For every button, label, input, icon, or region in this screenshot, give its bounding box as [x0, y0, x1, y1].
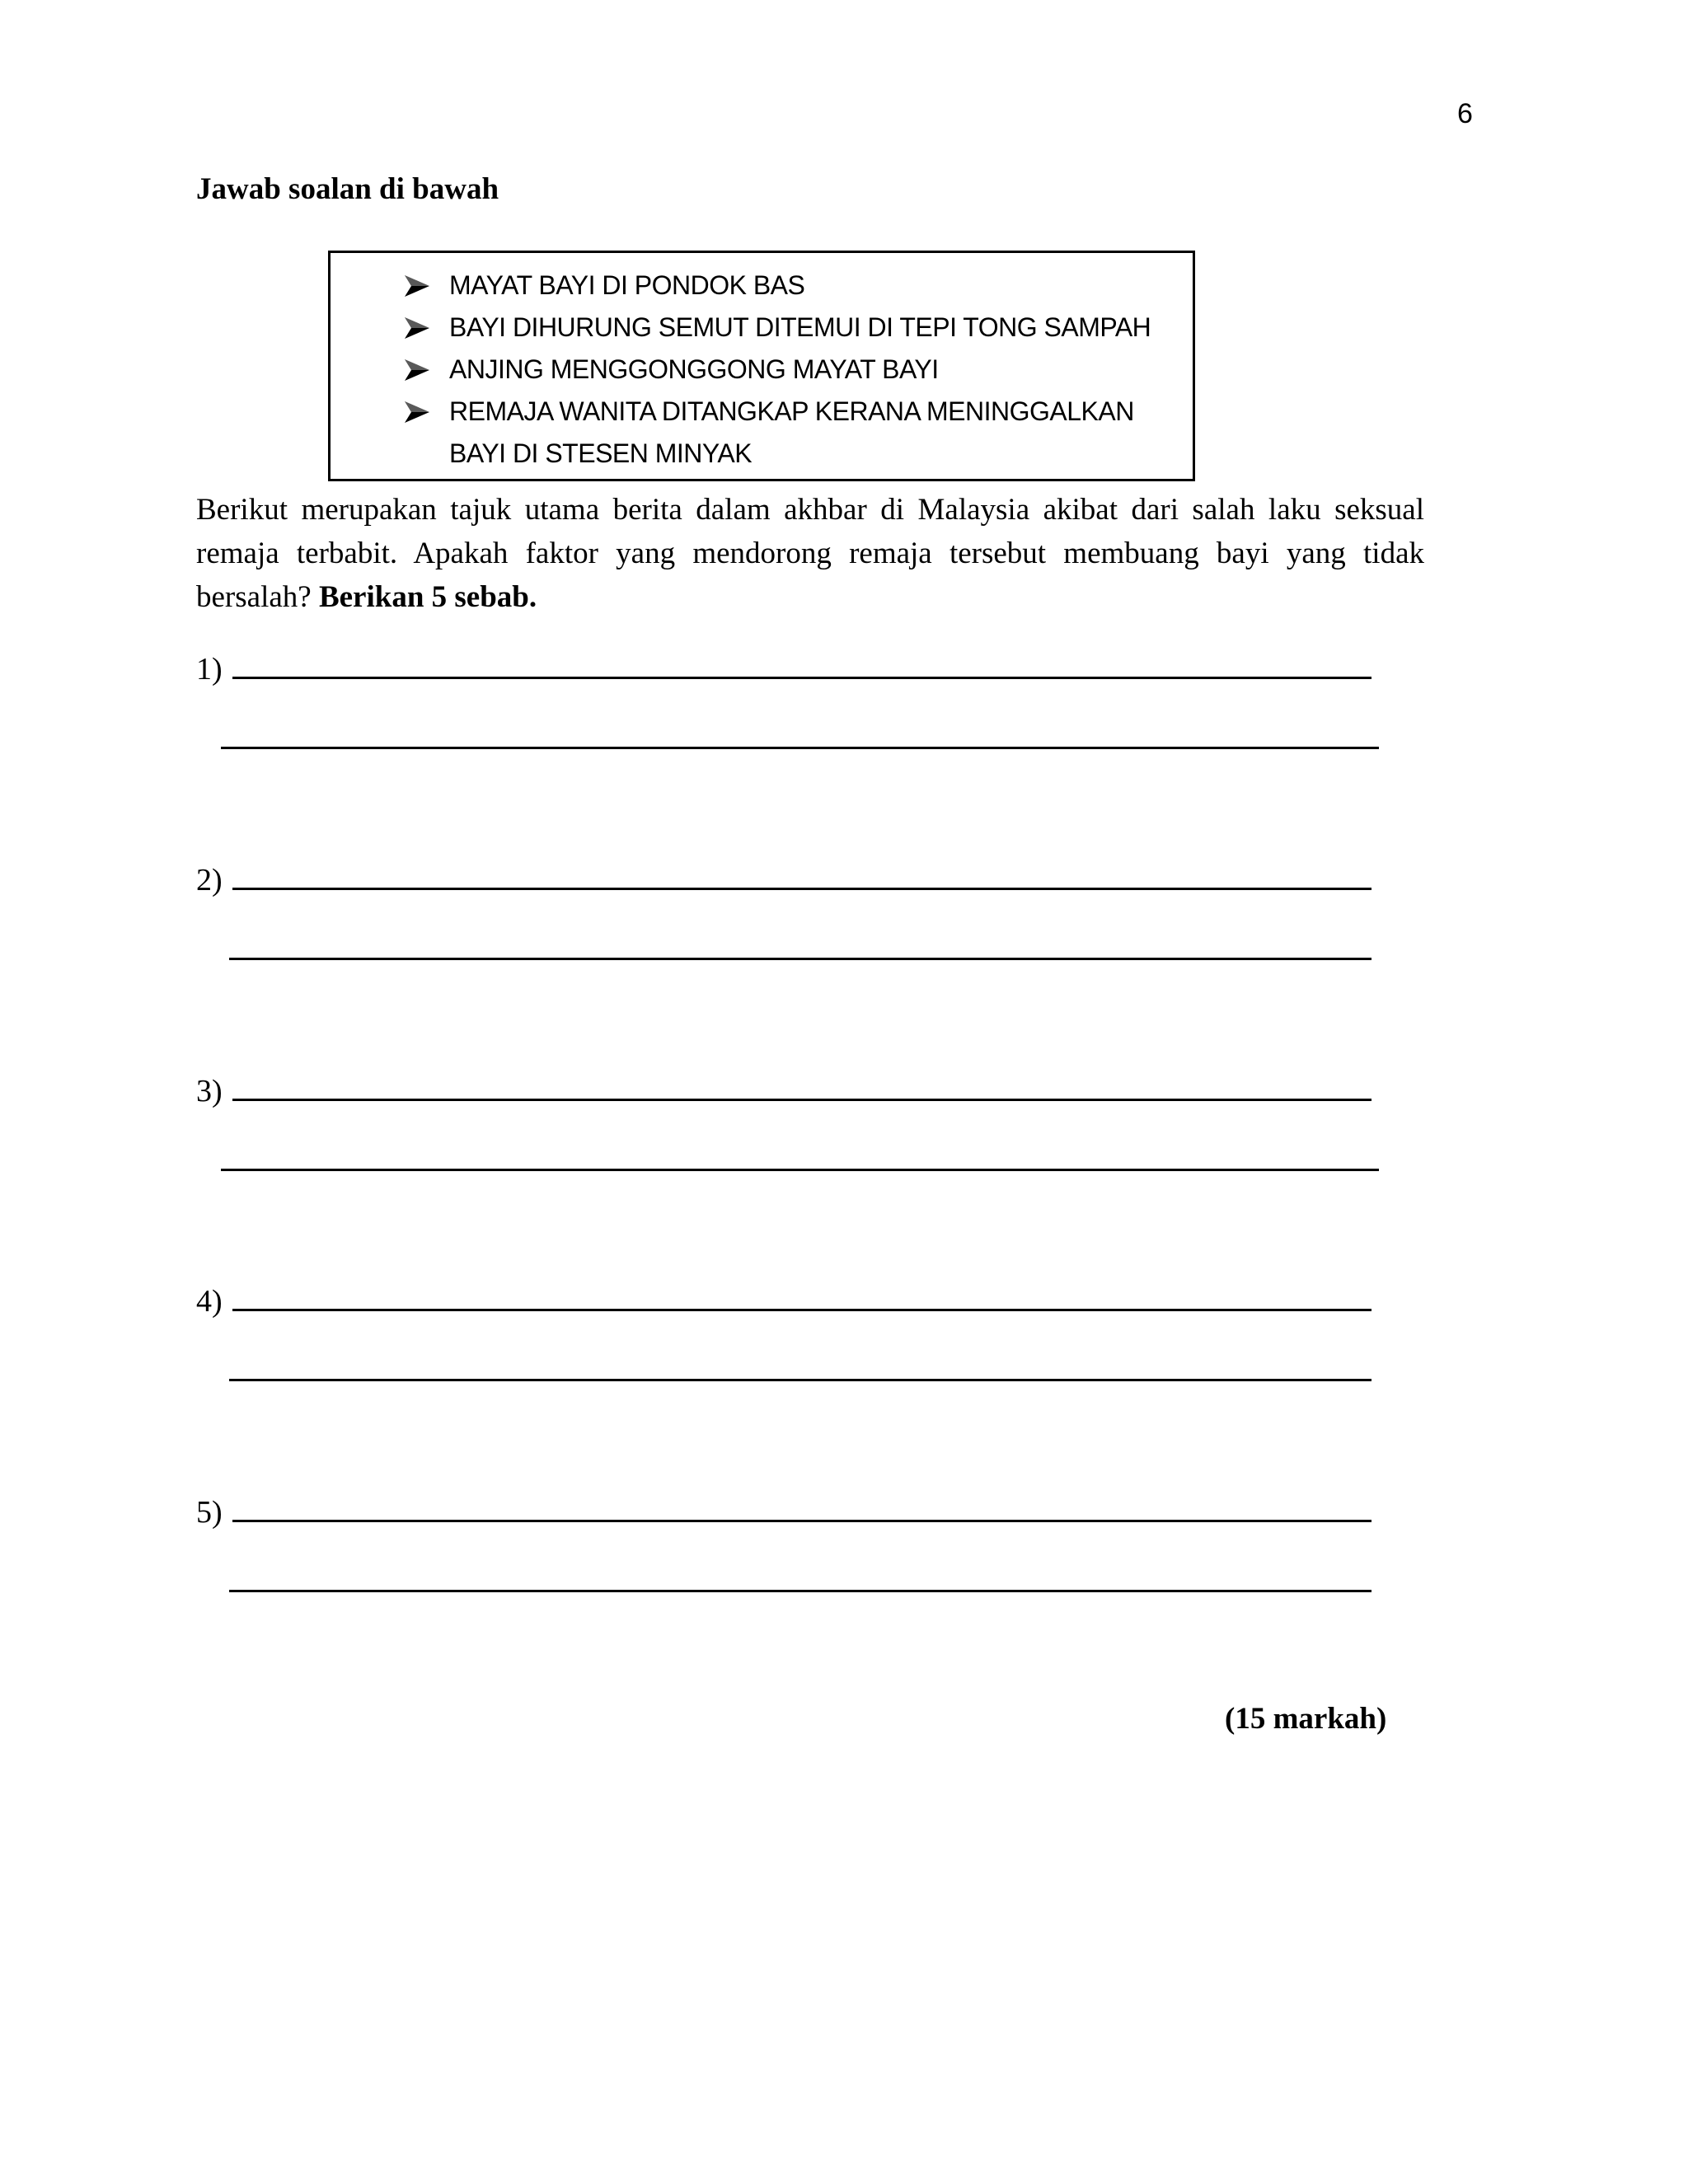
answer-line[interactable]	[232, 677, 1372, 679]
page-number: 6	[1457, 98, 1473, 129]
answer-item	[0, 1494, 1688, 1618]
answer-line[interactable]	[229, 958, 1372, 960]
headline-text: REMAJA WANITA DITANGKAP KERANA MENINGGALKAN BAYI DI STESEN MINYAK	[449, 396, 1134, 468]
answer-number: 5)	[196, 1495, 223, 1530]
arrowhead-bullet-icon	[403, 307, 431, 349]
instruction-heading: Jawab soalan di bawah	[196, 172, 499, 206]
headline-text: MAYAT BAYI DI PONDOK BAS	[449, 270, 805, 300]
headline-list	[403, 265, 1191, 475]
headline-box	[328, 251, 1195, 481]
marks-label: (15 markah)	[1225, 1702, 1387, 1736]
arrowhead-bullet-icon	[403, 349, 431, 391]
answer-line[interactable]	[229, 1590, 1372, 1592]
answer-line[interactable]	[221, 747, 1379, 749]
answer-number: 1)	[196, 652, 223, 687]
answer-number: 3)	[196, 1074, 223, 1108]
headline-item	[403, 307, 1191, 349]
question-emphasis: Berikan 5 sebab.	[318, 580, 537, 614]
answer-line[interactable]	[221, 1169, 1379, 1171]
arrowhead-bullet-icon	[403, 265, 431, 307]
answer-number: 4)	[196, 1284, 223, 1319]
headline-text: ANJING MENGGONGGONG MAYAT BAYI	[449, 354, 939, 384]
headline-item	[403, 349, 1191, 391]
answer-line[interactable]	[232, 1520, 1372, 1522]
answer-item	[0, 1283, 1688, 1407]
headline-item	[403, 265, 1191, 307]
answer-line[interactable]	[229, 1379, 1372, 1381]
answer-line[interactable]	[232, 1099, 1372, 1101]
answer-item	[0, 862, 1688, 986]
question-body: Berikut merupakan tajuk utama berita dalam akhbar di Malaysia akibat dari salah laku seksual remaja terbabit. Apakah faktor yang mendorong remaja tersebut membuang bayi yang tidak bersalah?	[196, 493, 1424, 614]
answer-item	[0, 651, 1688, 775]
answer-item	[0, 1073, 1688, 1197]
answer-line[interactable]	[232, 888, 1372, 890]
question-text	[196, 488, 1424, 619]
headline-item	[403, 391, 1191, 475]
answer-line[interactable]	[232, 1309, 1372, 1311]
answer-number: 2)	[196, 863, 223, 898]
arrowhead-bullet-icon	[403, 391, 431, 433]
headline-text: BAYI DIHURUNG SEMUT DITEMUI DI TEPI TONG SAMPAH	[449, 312, 1151, 342]
